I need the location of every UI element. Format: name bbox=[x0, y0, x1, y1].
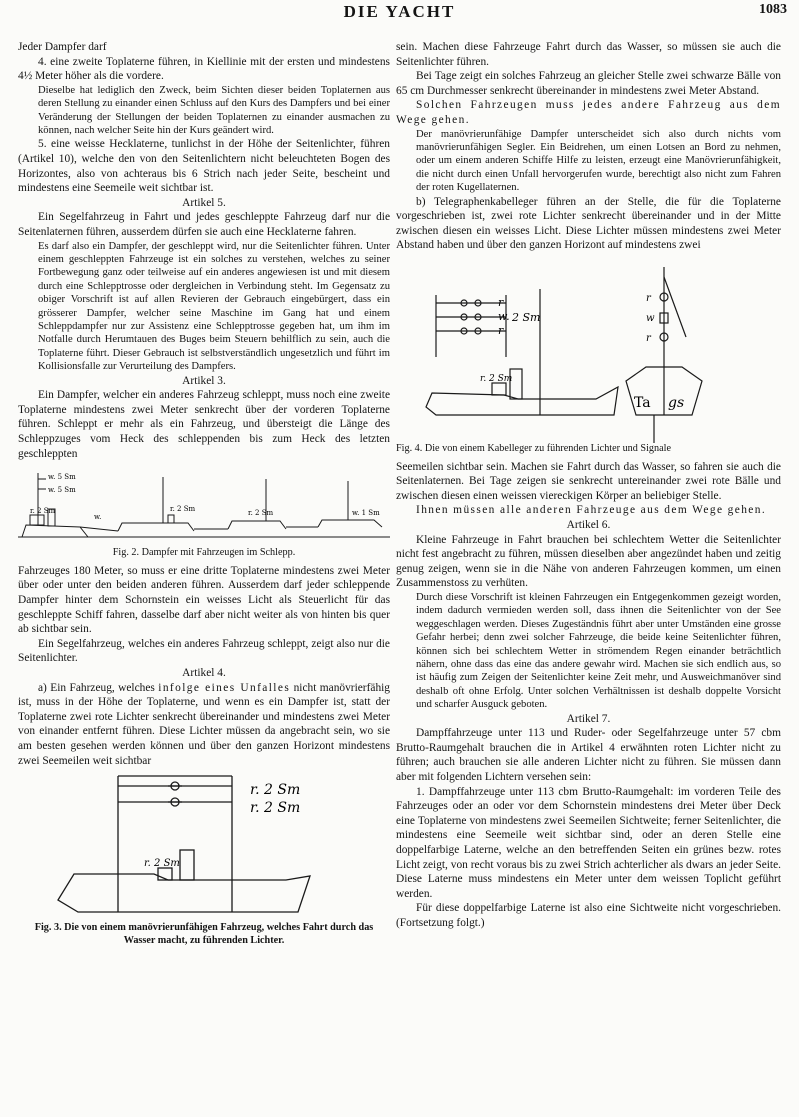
fig4-label: Ta bbox=[634, 394, 651, 411]
fig4-label: gs bbox=[668, 394, 685, 411]
continuation-note: (Fortsetzung folgt.) bbox=[396, 916, 485, 929]
cable-layer-diagram bbox=[396, 257, 781, 443]
fig4-label: w bbox=[646, 312, 655, 324]
paragraph bbox=[18, 681, 390, 769]
article-heading: Artikel 6. bbox=[566, 518, 611, 531]
fig2-label: r. 2 Sm bbox=[248, 509, 274, 518]
fig4-label: r bbox=[646, 292, 651, 304]
text-run: a) Ein Fahrzeug, welches bbox=[38, 681, 159, 694]
article-heading: Artikel 4. bbox=[182, 666, 226, 679]
figure-caption: Fig. 2. Dampfer mit Fahrzeugen im Schlepp. bbox=[112, 547, 296, 559]
left-column bbox=[18, 40, 390, 951]
article-heading: Artikel 5. bbox=[182, 196, 226, 209]
fig4-label: 2 Sm bbox=[512, 310, 541, 324]
paragraph: Ein Segelfahrzeug, welches ein anderes Fahrzeug schleppt, zeigt also nur die Seitenlichter. bbox=[18, 637, 390, 665]
paragraph: Ein Segelfahrzeug in Fahrt und jedes geschleppte Fahrzeug darf nur die Seitenlaternen führen, ausserdem dürfen sie auch eine Hecklaterne fahren. bbox=[18, 211, 390, 238]
figure-caption: Fig. 4. Die von einem Kabelleger zu führenden Lichter und Signale bbox=[396, 442, 671, 454]
paragraph: 4. eine zweite Toplaterne führen, in Kiellinie mit der ersten und mindestens 4½ Meter höher als die vordere. bbox=[18, 55, 390, 83]
fig2-label: r. 2 Sm bbox=[170, 505, 196, 514]
text-run: Für diese doppelfarbige Laterne ist also eine Sichtweite nicht vorgeschrieben. bbox=[416, 902, 781, 915]
fig4-label: r bbox=[646, 332, 651, 344]
text-run: nicht manövrierfähig ist, muss in der Höhe der Toplaterne, und wenn es ein Dampfer ist, statt der Toplaterne zwei rote Lichter senkrecht übereinander und mindestens zwei Meter von einander entfernt führen. Diese Lichter müssen da angebracht sein, wo sie am besten gesehen werden können und über den ganzen Horizont mindestens zwei Seemeilen weit sichtbar bbox=[18, 681, 390, 767]
article-heading: Artikel 7. bbox=[566, 712, 611, 725]
fig2-label: w. 5 Sm bbox=[48, 473, 76, 482]
paragraph: Fahrzeuges 180 Meter, so muss er eine dritte Toplaterne mindestens zwei Meter über oder unter den beiden anderen führen. Ausserdem darf jeder schleppende Dampfer hinter dem Schornstein ein weisses Licht als Steuerlicht für das geschleppte Schiff fahren, dasselbe darf aber nicht weiter als von hinten bis quer ab sichtbar sein. bbox=[18, 564, 390, 636]
paragraph: Solchen Fahrzeugen muss jedes andere Fahrzeug aus dem Wege gehen. bbox=[396, 99, 781, 126]
commentary: Durch diese Vorschrift ist kleinen Fahrzeugen ein Entgegenkommen gezeigt worden, indem dadurch vermieden werden soll, dass ihnen die Seitenlichter von der See weggeschlagen werden. Dieses Zugeständnis führt aber unter Umständen eine grosse Gefahr herbei; denn zwei solcher Fahrzeuge, die beide keine Seitenlichter führen, können sich bei schlechtem Wetter in strömendem Regen einander beträchtlich nähern, ohne dass das eine das andere gewahr wird. Machen sie sich endlich aus, so ist häufig zum Zeigen der Seitenlichter keine Zeit mehr, und Ausweichmanöver sind deshalb oft ohne Erfolg. Unter solchen Verhältnissen ist deshalb doppelte Vorsicht und scharfer Ausguck geboten. bbox=[416, 591, 781, 711]
fig4-label: w. bbox=[498, 309, 510, 323]
paragraph: Kleine Fahrzeuge in Fahrt brauchen bei schlechtem Wetter die Seitenlichter nicht fest angebracht zu führen, müssen dieselben aber angezündet haben und zeitig genug zeigen, wenn sie in die Nähe von anderen Fahrzeugen kommen, um einen Zusammenstoss zu verhüten. bbox=[396, 533, 781, 590]
fig2-label: w. 5 Sm bbox=[48, 486, 76, 495]
article-heading: Artikel 3. bbox=[182, 374, 226, 387]
commentary: Der manövrierunfähige Dampfer unterscheidet sich also durch nichts vom manövrierunfähigen Segler. Ein Beidrehen, um einen Lotsen an Bord zu nehmen, oder um einem anderen Schiffe Hilfe zu leisten, erzeugt eine Manövrierunfähigkeit, die nicht durch einen Unfall hervorgerufen wurde, berechtigt also nicht zum Fahren der roten Kugellaternen. bbox=[416, 128, 781, 194]
paragraph: Seemeilen sichtbar sein. Machen sie Fahrt durch das Wasser, so fahren sie auch die Seitenlaternen. Bei Tage zeigen sie senkrecht untereinander zwei rote Bälle und zwischen diesen einen weissen viereckigen Körper an beliebiger Stelle. bbox=[396, 460, 781, 502]
paragraph: Bei Tage zeigt ein solches Fahrzeug an gleicher Stelle zwei schwarze Bälle von 65 cm Durchmesser senkrecht übereinander in mindestens zwei Meter Abstand. bbox=[396, 70, 781, 97]
page-number: 1083 bbox=[759, 2, 787, 17]
fig4-label: r. 2 Sm bbox=[480, 373, 513, 384]
commentary: Es darf also ein Dampfer, der geschleppt wird, nur die Seitenlichter führen. Unter einem geschleppten Fahrzeuge ist ein solches zu verstehen, welches zu seiner Fortbewegung ganz oder teilweise auf ein anderes angewiesen ist und mit diesem durch eine Schlepptrosse oder dergleichen in Verbindung steht. Im Gegensatz zu obiger Vorschrift ist auf allen Revieren der Gebrauch eingebürgert, dass ein grösserer Dampfer, welcher seine Maschine im Gang hat und einem Schleppdampfer nur zur Assistenz eine Schlepptrosse gegeben hat, um ihm im Notfalle durch Herumtauen des Buges beim Steuern behilflich zu sein, auch die Toplaterne führt. Dieser Gebrauch ist selbstverständlich ungesetzlich und führt im Kollisionsfalle zur Verurteilung des Dampfers. bbox=[38, 240, 390, 373]
paragraph: sein. Machen diese Fahrzeuge Fahrt durch das Wasser, so müssen sie auch die Seitenlichter führen. bbox=[396, 41, 781, 68]
fig3-label: r. 2 Sm bbox=[250, 782, 301, 799]
paragraph: 5. eine weisse Hecklaterne, tunlichst in der Höhe der Seitenlichter, führen (Artikel 10), welche den von den Seitenlichtern nicht beleuchteten Bogen des Horizontes, also von achteraus bis 6 Strich nach jeder Seite, bescheint und mindestens eine Seemeile weit sichtbar ist. bbox=[18, 138, 390, 195]
fig2-label: w. bbox=[94, 513, 102, 522]
figure-2 bbox=[18, 465, 390, 560]
fig3-label: r. 2 Sm bbox=[144, 858, 180, 870]
commentary: Dieselbe hat lediglich den Zweck, beim Sichten dieser beiden Toplaternen aus deren Stellung zu einander einen Schluss auf den Kurs des Dampfers und bei einer Veränderung der Stellungen der beiden Toplaternen zu einander ausmachen zu können, nach welcher Seite hin der Kurs geändert wird. bbox=[38, 84, 390, 136]
paragraph: Jeder Dampfer darf bbox=[18, 41, 107, 53]
paragraph: Ihnen müssen alle anderen Fahrzeuge aus dem Wege gehen. bbox=[416, 504, 767, 517]
figure-caption: Fig. 3. Die von einem manövrierunfähigen Fahrzeug, welches Fahrt durch das Wasser macht, zu führenden Lichter. bbox=[34, 922, 374, 946]
spaced-text: infolge eines Unfalles bbox=[158, 681, 291, 694]
figure-4 bbox=[396, 257, 781, 456]
paragraph: Ein Dampfer, welcher ein anderes Fahrzeug schleppt, muss noch eine zweite Toplaterne mindestens zwei Meter senkrecht über der vorderen Toplaterne führen. Schleppt er mehr als ein Fahrzeug, und übersteigt die Länge des Schleppzuges vom Heck des schleppenden bis zum Heck des letzten geschleppten bbox=[18, 389, 390, 460]
page-header bbox=[0, 0, 799, 22]
fig4-label: r bbox=[498, 295, 504, 309]
disabled-vessel-diagram bbox=[18, 772, 390, 922]
paragraph: 1. Dampffahrzeuge unter 113 cbm Brutto-Raumgehalt: im vorderen Teile des Fahrzeuges oder an oder vor dem Schornstein mindestens drei Meter über Deck eine Toplaterne von mindestens zwei Seemeilen Sichtweite; ferner Seitenlichter, die mindestens eine Seemeile weit sichtbar sind, oder an deren Stelle eine doppelfarbige Laterne, welche an den betreffenden Seiten ein grünes bezw. rotes Licht zeigt, von recht voraus bis zu zwei Strich achterlicher als dwars an jeder Seite. Diese Laterne muss mindestens ein Meter unter dem weissen Toplicht geführt werden. bbox=[396, 785, 781, 900]
paragraph: b) Telegraphenkabelleger führen an der Stelle, die für die Toplaterne vorgeschrieben ist, zwei rote Lichter senkrecht übereinander und in der Mitte zwischen diesen ein weisses Licht. Diese Lichter müssen mindestens zwei Meter Abstand haben und über den ganzen Horizont auf mindestens zwei bbox=[396, 195, 781, 252]
paragraph: Dampffahrzeuge unter 113 und Ruder- oder Segelfahrzeuge unter 57 cbm Brutto-Raumgehalt brauchen die in Artikel 4 erwähnten roten Lichter nicht zu führen; auch brauchen sie alle anderen Lichter nicht zu führen. Sie müssen dann aber mit folgenden Lichtern versehen sein: bbox=[396, 727, 781, 783]
magazine-title: DIE YACHT bbox=[343, 2, 456, 21]
fig3-label: r. 2 Sm bbox=[250, 800, 301, 817]
fig2-label: r. 2 Sm bbox=[30, 507, 56, 516]
fig2-label: w. 1 Sm bbox=[352, 509, 380, 518]
towing-diagram bbox=[18, 465, 390, 547]
paragraph bbox=[396, 901, 781, 930]
fig4-label: r bbox=[498, 323, 504, 337]
right-column bbox=[396, 40, 781, 930]
figure-3 bbox=[18, 772, 390, 947]
